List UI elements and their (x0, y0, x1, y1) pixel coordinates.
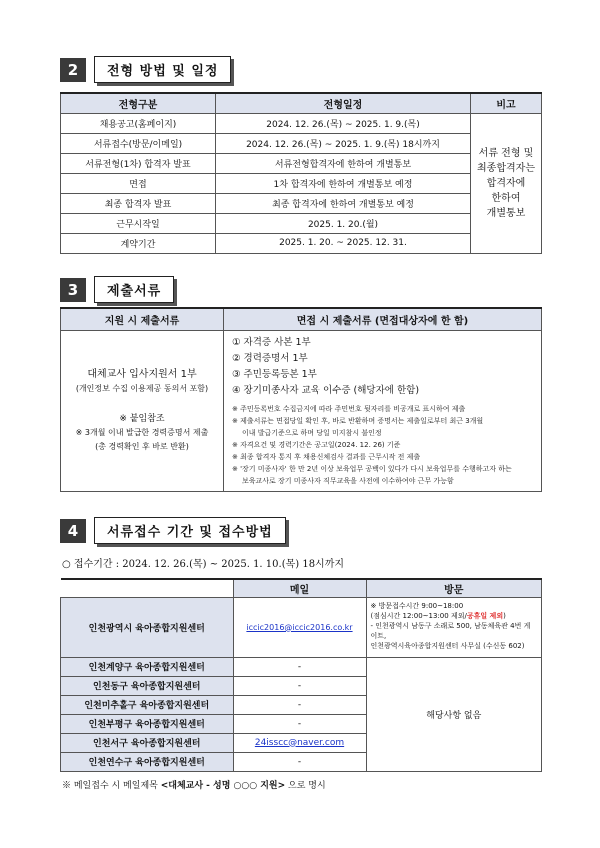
doc-item: ③ 주민등록등본 1부 (232, 368, 317, 380)
col-header: 전형일정 (216, 93, 471, 113)
section-3-header (60, 276, 174, 303)
email-cell: - (233, 714, 366, 733)
apply-note: ※ 3개월 이내 발급한 경력증명서 제출 (75, 427, 209, 437)
doc-note: 보육교사로 장기 미종사자 직무교육을 사전에 이수하여야 근무 가능함 (242, 476, 454, 485)
center-name: 인천광역시 육아종합지원센터 (61, 597, 234, 657)
email-link[interactable]: 24isscc@naver.com (233, 733, 366, 752)
table-row (61, 133, 542, 153)
section-title: 제출서류 (94, 276, 174, 303)
cell-stage: 면접 (61, 173, 216, 193)
col-header: 면접 시 제출서류 (면접대상자에 한 함) (224, 308, 542, 330)
cell-stage: 채용공고(홈페이지) (61, 113, 216, 133)
cell-date: 1차 합격자에 한하여 개별통보 예정 (216, 173, 471, 193)
footer-note: ※ 메일접수 시 메일제목 <대체교사 - 성명 ○○○ 지원> 으로 명시 (62, 781, 326, 791)
col-header: 방문 (366, 579, 542, 597)
schedule-table (60, 92, 542, 254)
cell-date: 서류전형합격자에 한하여 개별통보 (216, 153, 471, 173)
col-header: 전형구분 (61, 93, 216, 113)
cell-stage: 서류접수(방문/이메일) (61, 133, 216, 153)
section-number: 3 (60, 278, 86, 302)
doc-note: ※ '장기 미종사자' 한 만 2년 이상 보육업무 공백이 있다가 다시 보육업무를 수행하고자 하는 (232, 464, 512, 473)
visit-info: ※ 방문접수시간 9:00~18:00 (점심시간 12:00~13:00 제외/공휴일 제외) - 인천광역시 남동구 소래로 500, 남동체육관 4번 게이트, 인천광역시육아종합지원센터 사무실 (수신동 602) (366, 597, 542, 657)
doc-note: ※ 자격요건 및 경력기간은 공고일(2024. 12. 26) 기준 (232, 440, 401, 449)
table-row (61, 153, 542, 173)
section-title: 전형 방법 및 일정 (94, 56, 231, 83)
table-row (61, 213, 542, 233)
apply-ref: ※ 붙임참조 (119, 413, 165, 424)
col-header: 메일 (233, 579, 366, 597)
documents-table (60, 307, 542, 492)
email-link[interactable]: iccic2016@iccic2016.co.kr (233, 597, 366, 657)
center-name: 인천부평구 육아종합지원센터 (61, 714, 234, 733)
section-4-header (60, 517, 286, 544)
table-row (61, 657, 542, 676)
apply-docs-cell (61, 330, 224, 491)
doc-note: ※ 주민등록번호 수집금지에 따라 주민번호 뒷자리를 비공개로 표시하여 제출 (232, 404, 466, 413)
center-name: 인천동구 육아종합지원센터 (61, 676, 234, 695)
interview-docs-cell (224, 330, 542, 491)
apply-main: 대체교사 입사지원서 1부 (87, 368, 197, 380)
receipt-table (60, 578, 542, 772)
doc-note: ※ 최종 합격자 통지 후 채용신체검사 결과를 근무시작 전 제출 (232, 452, 421, 461)
email-cell: - (233, 657, 366, 676)
section-2-header (60, 56, 231, 83)
cell-date: 최종 합격자에 한하여 개별통보 예정 (216, 193, 471, 213)
table-row (61, 193, 542, 213)
email-cell: - (233, 752, 366, 771)
col-header: 비고 (471, 93, 542, 113)
visit-none: 해당사항 없음 (366, 657, 542, 771)
cell-date: 2025. 1. 20. ~ 2025. 12. 31. (216, 233, 471, 253)
center-name: 인천미추홀구 육아종합지원센터 (61, 695, 234, 714)
center-name: 인천계양구 육아종합지원센터 (61, 657, 234, 676)
cell-date: 2024. 12. 26.(목) ~ 2025. 1. 9.(목) 18시까지 (216, 133, 471, 153)
table-row (61, 233, 542, 253)
table-row (61, 113, 542, 133)
doc-item: ① 자격증 사본 1부 (232, 336, 311, 348)
section-number: 4 (60, 519, 86, 543)
section-title: 서류접수 기간 및 접수방법 (94, 517, 286, 544)
doc-note: 이내 발급기준으로 하며 당일 미지참시 불인정 (242, 428, 382, 437)
section-number: 2 (60, 58, 86, 82)
cell-stage: 서류전형(1차) 합격자 발표 (61, 153, 216, 173)
apply-note: (총 경력확인 후 바로 반환) (95, 441, 189, 451)
center-name: 인천연수구 육아종합지원센터 (61, 752, 234, 771)
table-row (61, 597, 542, 657)
table-row (61, 173, 542, 193)
doc-item: ④ 장기미종사자 교육 이수증 (해당자에 한함) (232, 384, 420, 396)
doc-note: ※ 제출서류는 면접당일 확인 후, 바로 반환하며 증명서는 제출일로부터 최근 3개월 (232, 416, 484, 425)
cell-note: 서류 전형 및 최종합격자는 합격자에 한하여 개별통보 (471, 113, 542, 253)
cell-stage: 근무시작일 (61, 213, 216, 233)
col-header: 지원 시 제출서류 (61, 308, 224, 330)
center-name: 인천서구 육아종합지원센터 (61, 733, 234, 752)
doc-item: ② 경력증명서 1부 (232, 352, 308, 364)
email-cell: - (233, 695, 366, 714)
email-cell: - (233, 676, 366, 695)
cell-date: 2025. 1. 20.(월) (216, 213, 471, 233)
cell-stage: 최종 합격자 발표 (61, 193, 216, 213)
cell-stage: 계약기간 (61, 233, 216, 253)
application-period: ○ 접수기간 : 2024. 12. 26.(목) ~ 2025. 1. 10.(목) 18시까지 (62, 559, 345, 570)
cell-date: 2024. 12. 26.(목) ~ 2025. 1. 9.(목) (216, 113, 471, 133)
apply-sub: (개인정보 수집 이용제공 동의서 포함) (75, 383, 209, 393)
